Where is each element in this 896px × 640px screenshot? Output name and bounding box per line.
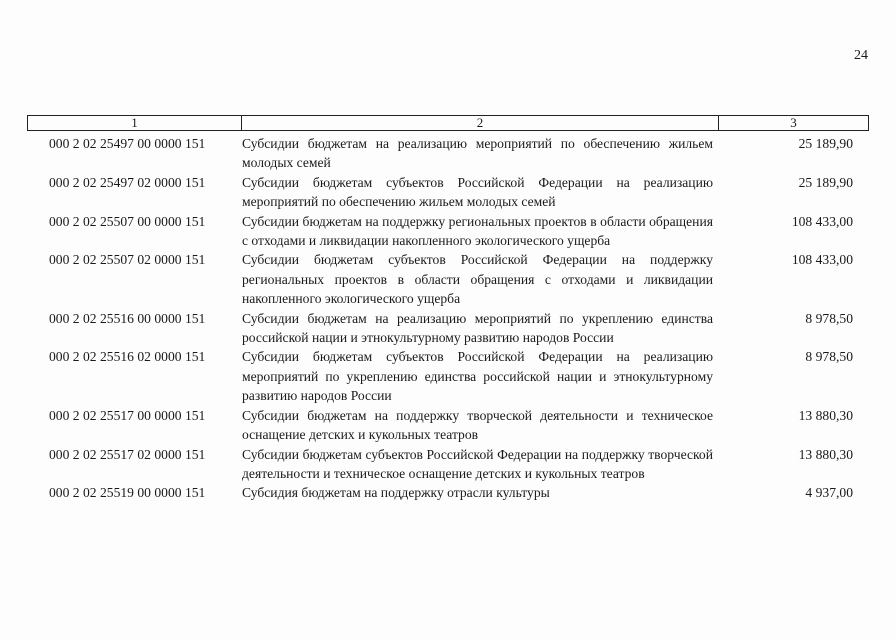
column-header-3: 3 (790, 115, 797, 130)
budget-code: 000 2 02 25516 02 0000 151 (49, 349, 206, 365)
table-header (27, 115, 869, 131)
item-name: Субсидии бюджетам на поддержку региональных проектов в области обращения с отходами и ликвидации накопленного экологического ущерба (242, 213, 713, 249)
budget-code: 000 2 02 25517 02 0000 151 (49, 446, 206, 462)
table-row (27, 445, 867, 484)
budget-code: 000 2 02 25507 00 0000 151 (49, 213, 206, 229)
item-amount: 108 433,00 (791, 213, 853, 229)
item-amount: 8 978,50 (805, 349, 853, 365)
table-body (27, 134, 867, 503)
item-name: Субсидии бюджетам субъектов Российской Федерации на реализацию мероприятий по укреплению единства российской нации и этнокультурному развитию народов России (242, 349, 713, 404)
item-name: Субсидии бюджетам на реализацию мероприятий по укреплению единства российской нации и этнокультурному развитию народов России (242, 310, 713, 346)
budget-code: 000 2 02 25517 00 0000 151 (49, 407, 206, 423)
item-amount: 13 880,30 (798, 446, 853, 462)
item-name: Субсидии бюджетам на поддержку творческой деятельности и техническое оснащение детских и кукольных театров (242, 407, 713, 443)
table-row (27, 406, 867, 445)
item-name: Субсидии бюджетам субъектов Российской Федерации на поддержку творческой деятельности и техническое оснащение детских и кукольных театров (242, 446, 713, 481)
budget-code: 000 2 02 25497 00 0000 151 (49, 136, 206, 151)
item-amount: 25 189,90 (798, 136, 853, 151)
item-amount: 108 433,00 (791, 252, 853, 268)
item-amount: 8 978,50 (805, 310, 853, 326)
table-row (27, 173, 867, 212)
table-row (27, 250, 867, 308)
table-row (27, 134, 867, 173)
item-name: Субсидия бюджетам на поддержку отрасли культуры (242, 485, 550, 501)
page-number: 24 (854, 48, 868, 63)
budget-code: 000 2 02 25519 00 0000 151 (49, 485, 206, 501)
table-row (27, 483, 867, 502)
item-amount: 4 937,00 (805, 485, 853, 501)
item-amount: 13 880,30 (798, 407, 853, 423)
item-amount: 25 189,90 (798, 174, 853, 190)
budget-code: 000 2 02 25507 02 0000 151 (49, 252, 206, 268)
budget-code: 000 2 02 25497 02 0000 151 (49, 174, 206, 190)
column-header-1: 1 (28, 116, 242, 130)
item-name: Субсидии бюджетам субъектов Российской Федерации на поддержку региональных проектов в области обращения с отходами и ликвидации накопленного экологического ущерба (242, 252, 713, 307)
column-header-2: 2 (242, 116, 719, 130)
item-name: Субсидии бюджетам субъектов Российской Федерации на реализацию мероприятий по обеспечению жильем молодых семей (242, 174, 713, 210)
table-row (27, 347, 867, 405)
table-row (27, 212, 867, 251)
budget-code: 000 2 02 25516 00 0000 151 (49, 310, 206, 326)
table-row (27, 309, 867, 348)
item-name: Субсидии бюджетам на реализацию мероприятий по обеспечению жильем молодых семей (242, 136, 713, 171)
